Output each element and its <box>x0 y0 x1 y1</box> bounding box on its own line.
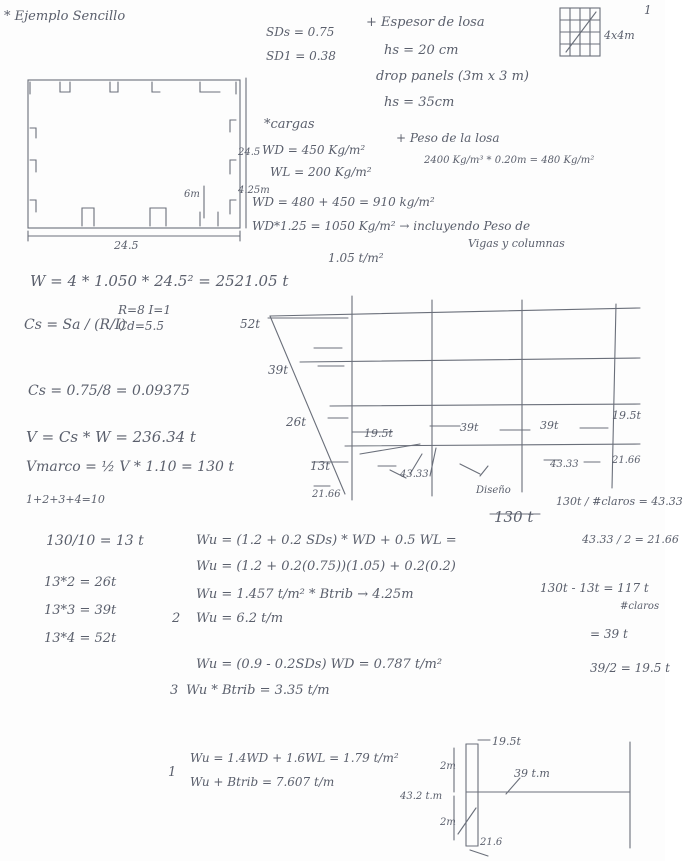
drop-panels: drop panels (3m x 3 m) <box>376 69 529 84</box>
t-m2: 1.05 t/m² <box>328 251 384 265</box>
col-2m-2: 2m <box>440 817 456 828</box>
frame-diseno: Diseño <box>476 485 511 496</box>
hs-35: hs = 35cm <box>384 95 455 110</box>
claros-1: 130t / #claros = 43.33 <box>556 495 683 508</box>
sds-value: SDs = 0.75 <box>266 25 335 39</box>
frame-195a: 19.5t <box>364 427 393 440</box>
combo-1c: Wu = 1.457 t/m² * Btrib → 4.25m <box>196 587 414 602</box>
floor-plan <box>28 80 240 228</box>
wd-load: WD = 450 Kg/m² <box>262 143 366 157</box>
cd: Cd=5.5 <box>118 319 165 333</box>
combo-1b: Wu = (1.2 + 0.2(0.75))(1.05) + 0.2(0.2) <box>196 559 456 574</box>
col-195: 19.5t <box>492 735 521 748</box>
force-3: 13*3 = 39t <box>44 603 117 618</box>
claros-2: 43.33 / 2 = 21.66 <box>582 533 679 546</box>
frame-4333: 43.33 <box>400 469 429 480</box>
combo-2a: Wu = (0.9 - 0.2SDs) WD = 0.787 t/m² <box>196 657 443 672</box>
combo-1: Wu = (1.2 + 0.2 SDs) * WD + 0.5 WL = <box>196 533 457 548</box>
num-1: 1 <box>168 765 177 780</box>
plan-425: 4.25m <box>238 185 270 196</box>
frame-2166b: 21.66 <box>612 455 641 466</box>
vmarco: Vmarco = ½ V * 1.10 = 130 t <box>26 459 234 475</box>
peso-calc: 2400 Kg/m³ * 0.20m = 480 Kg/m² <box>424 155 595 166</box>
combo-3a: Wu = 1.4WD + 1.6WL = 1.79 t/m² <box>190 751 399 765</box>
frame-39b: 39t <box>540 419 559 432</box>
frame-130: 130 t <box>494 508 534 526</box>
cs-value: Cs = 0.75/8 = 0.09375 <box>28 383 190 399</box>
frame-39: 39t <box>268 363 289 377</box>
frame-195b: 19.5t <box>612 409 641 422</box>
col-2m-1: 2m <box>440 761 456 772</box>
frame-2166: 21.66 <box>312 489 341 500</box>
wd-total: WD = 480 + 450 = 910 kg/m² <box>252 195 435 209</box>
cs-formula: Cs = Sa / (R/I) <box>24 317 126 333</box>
espesor-heading: + Espesor de losa <box>366 15 485 30</box>
col-432: 43.2 t.m <box>400 791 443 802</box>
hs-20: hs = 20 cm <box>384 43 459 58</box>
frame-13: 13t <box>310 459 331 473</box>
cargas-heading: *cargas <box>264 117 315 132</box>
combo-2b: Wu * Btrib = 3.35 t/m <box>186 683 330 698</box>
claros-5: 39/2 = 19.5 t <box>590 661 670 675</box>
vigas-columnas: Vigas y columnas <box>468 237 565 250</box>
combo-3b: Wu + Btrib = 7.607 t/m <box>190 775 335 789</box>
plan-6m: 6m <box>184 189 200 200</box>
wd-125: WD*1.25 = 1050 Kg/m² → incluyendo Peso de <box>252 219 531 233</box>
page-title: * Ejemplo Sencillo <box>4 9 126 24</box>
sum: 1+2+3+4=10 <box>26 493 105 506</box>
page-number: 1 <box>644 3 652 17</box>
total-weight: W = 4 * 1.050 * 24.5² = 2521.05 t <box>30 272 289 290</box>
plan-side: 24.5 <box>238 147 261 158</box>
wl-load: WL = 200 Kg/m² <box>270 165 372 179</box>
col-39: 39 t.m <box>514 767 550 780</box>
claros-3b: #claros <box>620 601 660 612</box>
grid-label: 4x4m <box>604 29 635 42</box>
sd1-value: SD1 = 0.38 <box>266 49 336 63</box>
peso-losa: + Peso de la losa <box>396 131 500 145</box>
col-216: 21.6 <box>480 837 503 848</box>
force-4: 13*4 = 52t <box>44 631 117 646</box>
combo-1d: Wu = 6.2 t/m <box>196 611 284 626</box>
claros-3: 130t - 13t = 117 t <box>540 581 649 595</box>
frame-elevation <box>268 296 640 514</box>
frame-4333b: 43.33 <box>550 459 579 470</box>
frame-52: 52t <box>240 317 261 331</box>
force-2: 13*2 = 26t <box>44 575 117 590</box>
v-value: V = Cs * W = 236.34 t <box>26 428 196 446</box>
frame-39a: 39t <box>460 421 479 434</box>
r-i: R=8 I=1 <box>118 303 171 317</box>
num-3: 3 <box>170 683 179 698</box>
frame-26: 26t <box>286 415 307 429</box>
claros-4: = 39 t <box>590 627 628 641</box>
num-2: 2 <box>172 611 181 626</box>
plan-dimension: 24.5 <box>114 239 139 252</box>
force-1: 130/10 = 13 t <box>46 533 144 549</box>
